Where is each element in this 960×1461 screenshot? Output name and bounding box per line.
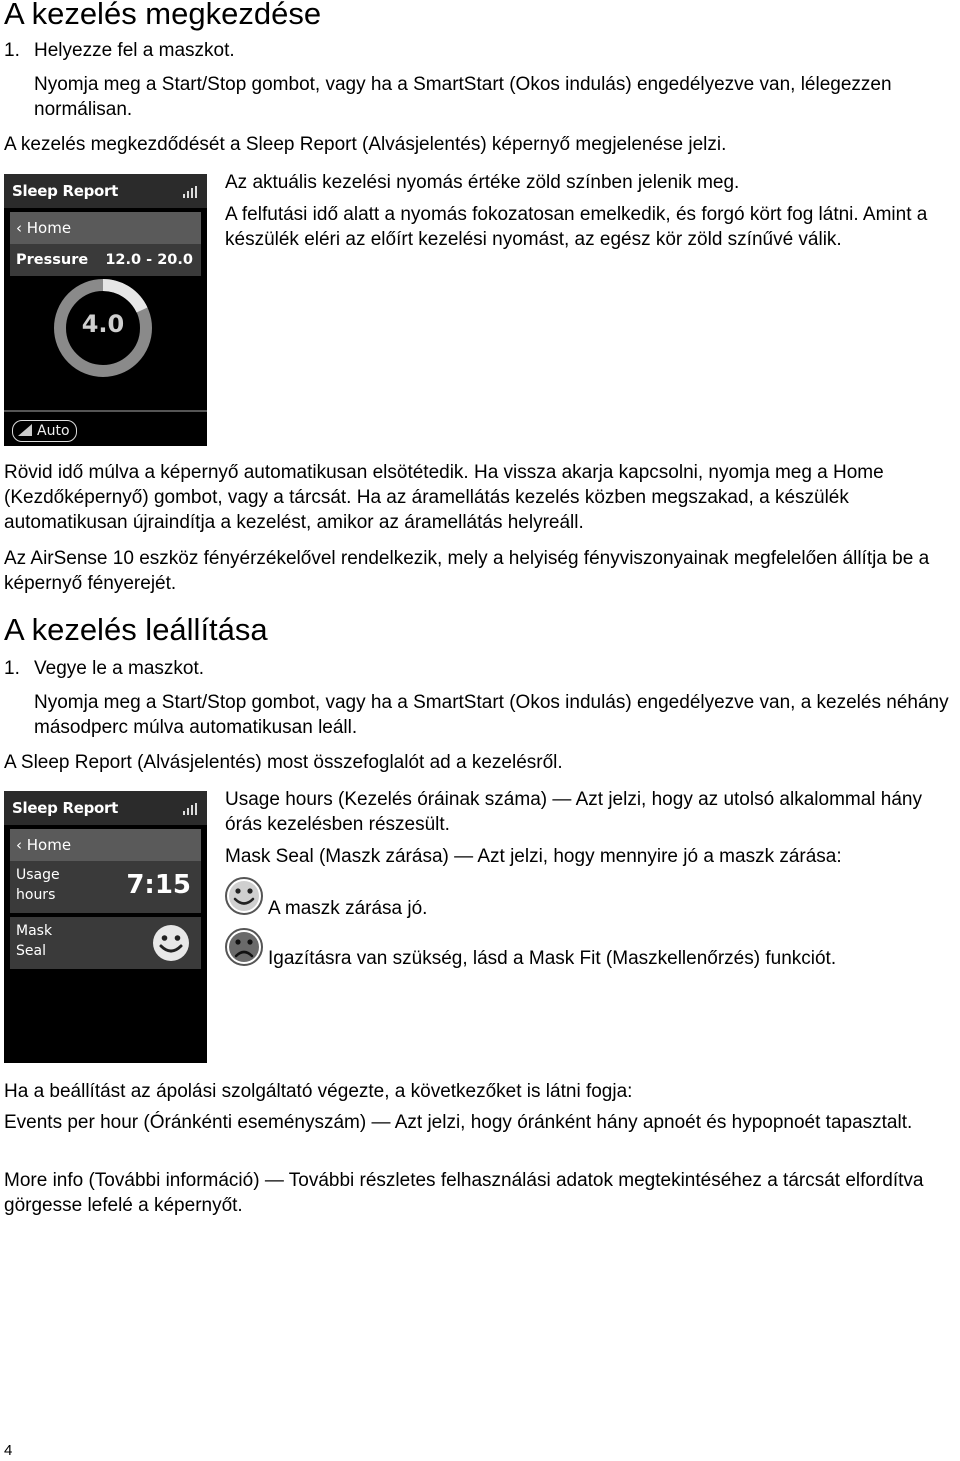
stop-step-1 xyxy=(4,656,944,681)
mask-seal-row xyxy=(10,917,201,969)
ring-progress xyxy=(103,285,142,310)
smiley-happy-icon xyxy=(224,876,264,916)
desc-ramp-circle: A felfutási idő alatt a nyomás fokozatosan emelkedik, és forgó kört fog látni. Amint a készülék eléri az előírt kezelési nyomást, az egész kör zöld színűvé válik. xyxy=(225,204,928,250)
sleep-report-screen xyxy=(4,174,207,446)
ramp-icon xyxy=(18,424,32,436)
home-label: Home xyxy=(26,219,72,237)
desc-pressure-green: Az aktuális kezelési nyomás értéke zöld színben jelenik meg. xyxy=(225,172,740,193)
summary-intro: A Sleep Report (Alvásjelentés) most összefoglalót ad a kezelésről. xyxy=(4,752,563,773)
sleep-report-summary-screen xyxy=(4,791,207,1063)
page-number: 4 xyxy=(4,1442,13,1459)
step-number: 1. xyxy=(4,40,20,61)
step-number xyxy=(4,690,34,715)
step-number: 1. xyxy=(4,658,20,679)
seal-good-text: A maszk zárása jó. xyxy=(268,898,428,919)
signal-icon xyxy=(183,803,197,815)
chevron-left-icon: ‹ xyxy=(16,219,22,237)
step-text: Nyomja meg a Start/Stop gombot, vagy ha a SmartStart (Okos indulás) engedélyezve van, lélegezzen normálisan. xyxy=(34,74,892,120)
events-desc: Events per hour (Óránkénti eseményszám) — Azt jelzi, hogy óránként hány apnoét és hypopnoét tapasztalt. xyxy=(4,1112,913,1133)
pressure-value: 4.0 xyxy=(81,310,125,338)
step-1 xyxy=(4,38,944,63)
step-text: Helyezze fel a maszkot. xyxy=(34,40,235,61)
usage-hours-desc: Usage hours (Kezelés óráinak száma) — Azt jelzi, hogy az utolsó alkalommal hány órás kezelésben részesült. xyxy=(225,789,922,835)
smiley-sad-icon xyxy=(224,927,264,967)
para-screen-dim: Rövid idő múlva a képernyő automatikusan elsötétedik. Ha vissza akarja kapcsolni, nyomja meg a Home (Kezdőképernyő) gombot, vagy a tárcsát. Ha az áramellátás kezelés közben megszakad, a készülék automatikusan újraindítja a kezelést, amikor az áramellátás helyreáll. xyxy=(4,462,884,533)
mask-seal-desc: Mask Seal (Maszk zárása) — Azt jelzi, hogy mennyire jó a maszk zárása: xyxy=(225,846,842,867)
auto-mode-badge xyxy=(12,420,77,442)
mask-seal-label: Mask Seal xyxy=(16,923,53,959)
step-number xyxy=(4,72,34,97)
screen-title-text: Sleep Report xyxy=(12,182,118,200)
auto-label: Auto xyxy=(37,423,70,439)
step-text: Nyomja meg a Start/Stop gombot, vagy ha a SmartStart (Okos indulás) engedélyezve van, a kezelés néhány másodperc múlva automatikusan leáll. xyxy=(34,692,949,738)
stop-step-2 xyxy=(4,690,959,740)
usage-label: Usage hours xyxy=(16,867,60,903)
home-label: Home xyxy=(26,836,72,854)
pressure-range: 12.0 - 20.0 xyxy=(105,252,193,268)
usage-value: 7:15 xyxy=(126,870,191,900)
home-button[interactable] xyxy=(10,829,201,861)
para-light-sensor: Az AirSense 10 eszköz fényérzékelővel rendelkezik, mely a helyiség fényviszonyainak megfelelően állítja be a képernyő fényerejét. xyxy=(4,548,930,594)
seal-bad-text: Igazításra van szükség, lásd a Mask Fit (Maszkellenőrzés) funkciót. xyxy=(268,948,837,969)
chevron-left-icon: ‹ xyxy=(16,836,22,854)
step-text: Vegye le a maszkot. xyxy=(34,658,205,679)
smiley-happy-icon xyxy=(151,923,191,963)
intro-text: A kezelés megkezdődését a Sleep Report (Alvásjelentés) képernyő megjelenése jelzi. xyxy=(4,134,727,155)
usage-hours-row xyxy=(10,861,201,913)
step-2 xyxy=(4,72,954,122)
pressure-label: Pressure xyxy=(16,252,89,268)
screen-title-text: Sleep Report xyxy=(12,799,118,817)
section-title-start: A kezelés megkezdése xyxy=(4,0,322,31)
provider-text: Ha a beállítást az ápolási szolgáltató végezte, a következőket is látni fogja: xyxy=(4,1081,633,1102)
more-info-desc: More info (További információ) — További részletes felhasználási adatok megtekintéséhez a tárcsát elfordítva görgesse lefelé a képernyőt. xyxy=(4,1170,924,1216)
section-title-stop: A kezelés leállítása xyxy=(4,612,268,647)
screen-title xyxy=(4,791,207,825)
